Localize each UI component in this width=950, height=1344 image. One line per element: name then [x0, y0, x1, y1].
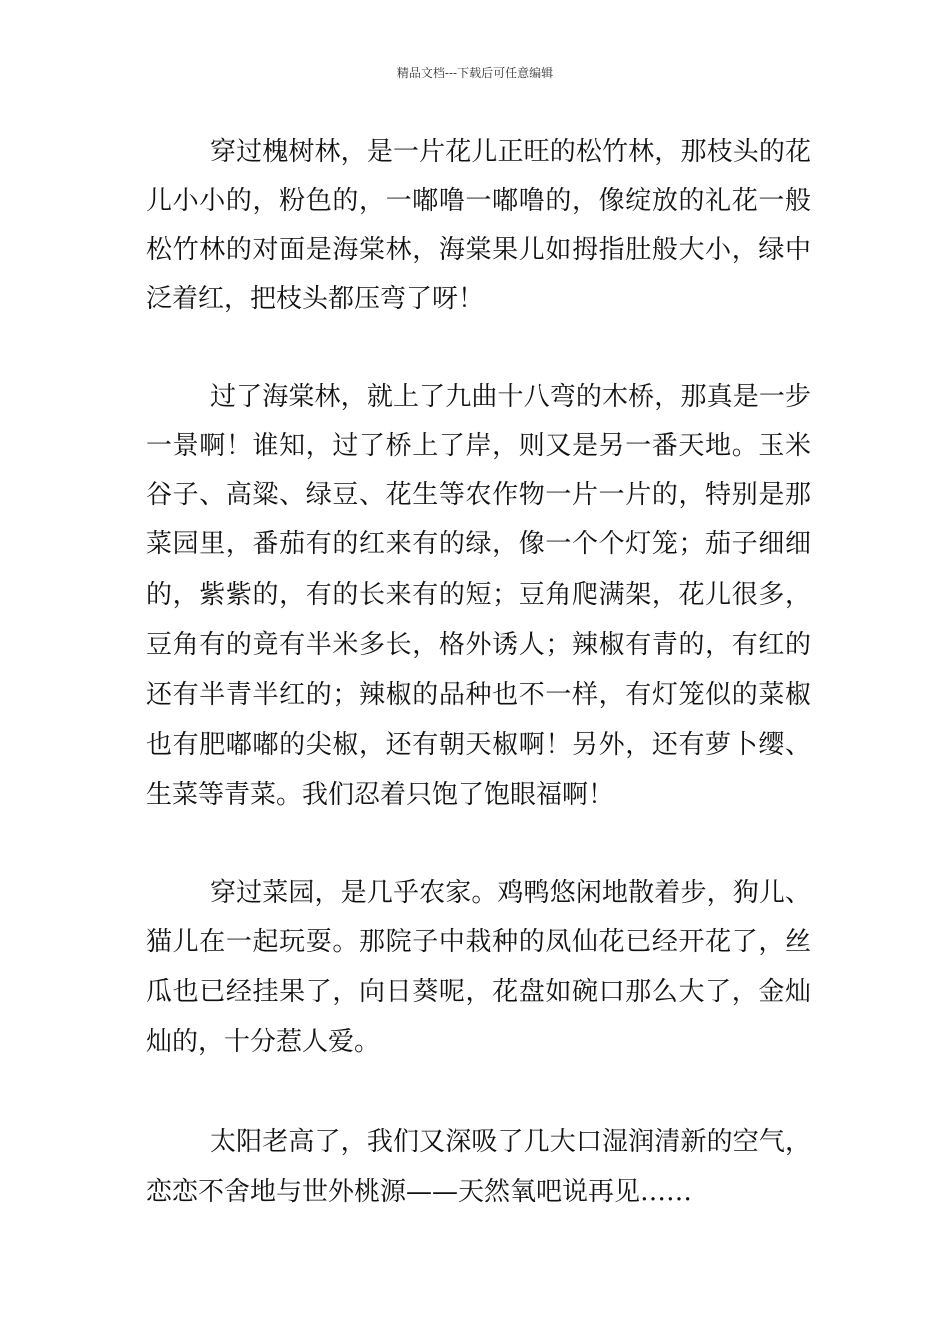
paragraph-1-line-1: 穿过槐树林，是一片花儿正旺的松竹林，那枝头的花 [210, 137, 811, 167]
paragraph-2-line-8: 也有肥嘟嘟的尖椒，还有朝天椒啊！另外，还有萝卜缨、 [146, 730, 811, 760]
paragraph-2-line-2: 一景啊！谁知，过了桥上了岸，则又是另一番天地。玉米 [146, 431, 811, 461]
paragraph-2-line-4: 菜园里，番茄有的红来有的绿，像一个个灯笼；茄子细细 [146, 529, 811, 559]
paragraph-2-line-9: 生菜等青菜。我们忍着只饱了饱眼福啊！ [146, 780, 615, 810]
paragraph-3-line-2: 猫儿在一起玩耍。那院子中栽种的凤仙花已经开花了，丝 [146, 927, 811, 957]
paragraph-4-line-1: 太阳老高了，我们又深吸了几大口湿润清新的空气， [210, 1127, 811, 1157]
page-header: 精品文档---下载后可任意编辑 [396, 66, 554, 80]
paragraph-3-line-3: 瓜也已经挂果了，向日葵呢，花盘如碗口那么大了，金灿 [146, 977, 811, 1007]
paragraph-4-line-2: 恋恋不舍地与世外桃源——天然氧吧说再见…… [146, 1177, 693, 1207]
paragraph-1-line-3: 松竹林的对面是海棠林，海棠果儿如拇指肚般大小，绿中 [146, 235, 811, 265]
paragraph-3-line-4: 灿的，十分惹人爱。 [146, 1027, 381, 1057]
paragraph-3-line-1: 穿过菜园，是几乎农家。鸡鸭悠闲地散着步，狗儿、 [210, 878, 811, 908]
paragraph-2-line-7: 还有半青半红的；辣椒的品种也不一样，有灯笼似的菜椒 [146, 680, 811, 710]
paragraph-2-line-5: 的，紫紫的，有的长来有的短；豆角爬满架，花儿很多， [146, 580, 811, 610]
paragraph-1-line-2: 儿小小的，粉色的，一嘟噜一嘟噜的，像绽放的礼花一般 [146, 186, 811, 216]
paragraph-1-line-4: 泛着红，把枝头都压弯了呀！ [146, 284, 485, 314]
paragraph-2-line-1: 过了海棠林，就上了九曲十八弯的木桥，那真是一步 [210, 382, 811, 412]
paragraph-2-line-3: 谷子、高粱、绿豆、花生等农作物一片一片的，特别是那 [146, 480, 811, 510]
paragraph-2-line-6: 豆角有的竟有半米多长，格外诱人；辣椒有青的，有红的 [146, 630, 811, 660]
